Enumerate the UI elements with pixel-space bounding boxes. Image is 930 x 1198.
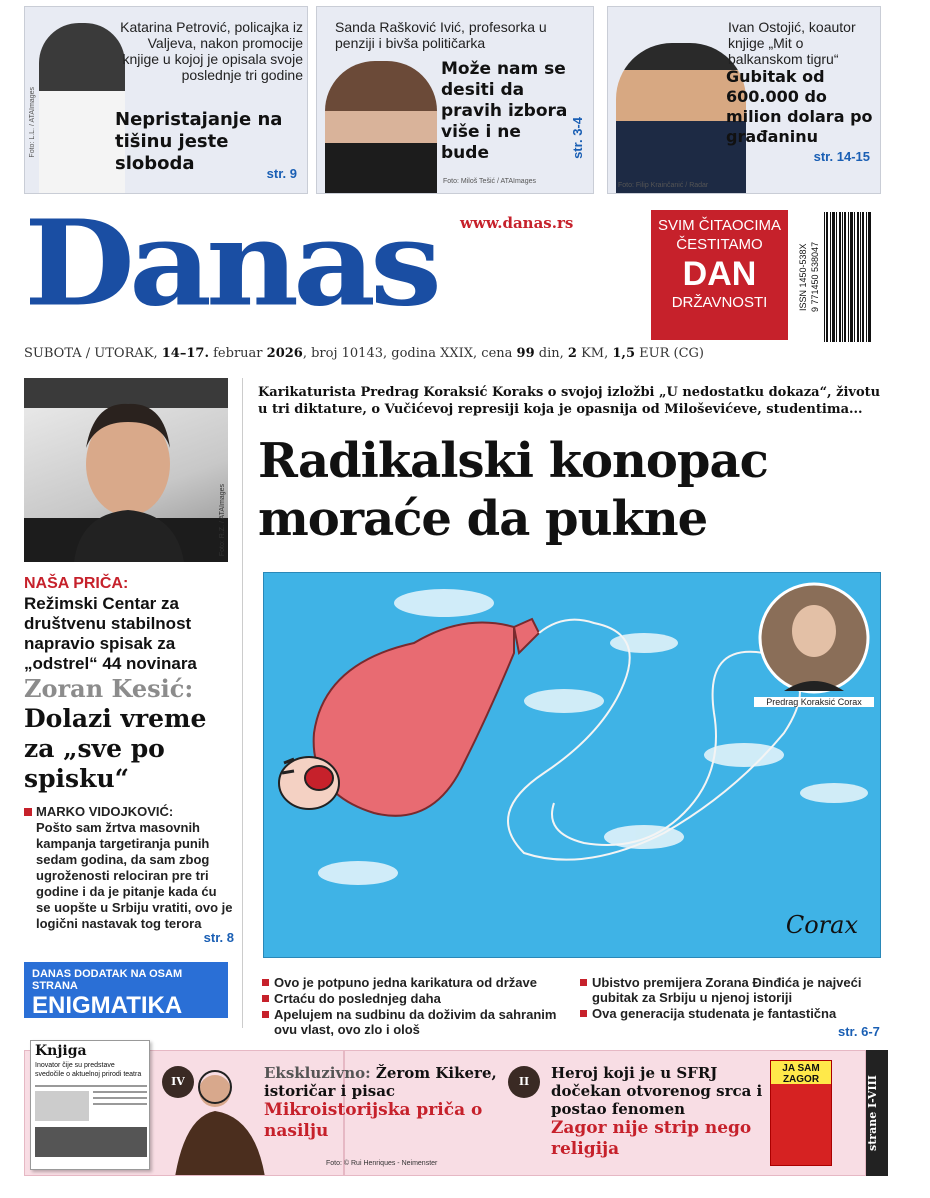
story-text: Žerom Kikere, istoričar i pisac (264, 1064, 497, 1100)
teaser-person: Ivan Ostojić, koautor knjige „Mit o balkanskom tigru“ (728, 19, 856, 67)
barcode-bar (848, 212, 849, 342)
barcode-bar (860, 212, 861, 342)
issue-rest: EUR (CG) (639, 346, 704, 361)
bullet-item: Apelujem na sudbinu da doživim da sahranim ovu vlast, ovo zlo i ološ (262, 1007, 562, 1037)
barcode-digits: 9 771450 538047 (810, 241, 820, 313)
quote-author: Zoran Kesić: (24, 674, 194, 703)
kicker: Ekskluzivno: (264, 1064, 371, 1082)
page-ref: str. 14-15 (813, 149, 870, 164)
photo-kesic[interactable] (24, 378, 228, 562)
story-text: Heroj koji je u SFRJ dočekan otvorenog srca i postao fenomen (551, 1064, 763, 1118)
issue-days: SUBOTA / UTORAK, (24, 346, 158, 361)
barcode-bar (830, 212, 831, 342)
photo-credit: Foto: © Rui Henriques - Neimenster (326, 1160, 438, 1167)
teaser-headline: Nepristajanje na tišinu jeste sloboda (115, 109, 283, 174)
story-red: Zagor nije strip nego religija (551, 1118, 752, 1159)
promo-line: DRŽAVNOSTI (671, 294, 768, 311)
barcode-bar (839, 212, 841, 342)
issue-price: 99 (516, 346, 535, 361)
page-ref: str. 8 (203, 930, 234, 945)
barcode-bar (832, 212, 835, 342)
bullet-item: Ubistvo premijera Zorana Đinđića je najveći gubitak za Srbiju u njenoj istoriji (580, 975, 880, 1005)
promo-line: ČESTITAMO (676, 236, 763, 253)
teaser-person: Sanda Rašković Ivić, profesorka u penziji i bivša političarka (335, 19, 547, 51)
enigmatika-box[interactable] (24, 962, 228, 1018)
page-ref: str. 9 (266, 166, 297, 181)
teaser-petrovic[interactable] (24, 6, 308, 194)
barcode (794, 210, 874, 344)
bullets-right (580, 975, 880, 1022)
barcode-bar (836, 212, 837, 342)
promo-big: DAN (682, 255, 757, 293)
photo-credit: Foto: Filip Krainčanić / Radar (618, 182, 709, 189)
main-deck: Karikaturista Predrag Koraksić Koraks o svojoj izložbi „U nedostatku dokaza“, životu u tri diktature, o Vučićevoj represiji koja je opasnija od Miloševićeve, studentima... (258, 385, 881, 417)
enigmatika-kicker: DANAS DODATAK NA OSAM STRANA (32, 968, 183, 992)
issue-rest: KM, (581, 346, 609, 361)
issue-dates: 14–17. (161, 346, 209, 361)
portrait-caption: Predrag Koraksić Corax (754, 697, 874, 707)
story-red: Mikroistorijska priča o nasilju (264, 1100, 483, 1141)
issue-line (24, 346, 704, 361)
barcode-bar (866, 212, 867, 342)
cartoon-drawing (264, 573, 881, 958)
bullet-item: Ovo je potpuno jedna karikatura od države (262, 975, 562, 990)
supplement-story-2[interactable] (551, 1064, 766, 1160)
column-divider (242, 378, 243, 1028)
photo-credit: Foto: L.L. / ATAImages (29, 87, 36, 158)
bullet-item: Ova generacija studenata je fantastična (580, 1006, 880, 1021)
teaser-headline: Gubitak od 600.000 do milion dolara po građaninu (726, 67, 873, 146)
quote-text: Pošto sam žrtva masovnih kampanja targetiranja punih sedam godina, da sam zbog ugroženosti relociran pre tri godine i da je pitanje kada ću se uopšte u Srbiju vratiti, ovo je logični nastavak tog terora (36, 820, 233, 931)
teaser-raskovic[interactable] (316, 6, 594, 194)
section-kicker: NAŠA PRIČA: (24, 575, 129, 592)
bullet-item: Crtaću do poslednjeg daha (262, 991, 562, 1006)
issue-price: 2 (567, 346, 577, 361)
main-headline[interactable]: Radikalski konopac moraće da pukne (258, 433, 768, 547)
portrait-kesic (24, 378, 228, 562)
issue-year: 2026 (266, 346, 303, 361)
barcode-bar (824, 212, 825, 342)
barcode-bar (850, 212, 853, 342)
zagor-title: JA SAM ZAGOR (782, 1063, 820, 1085)
issue-rest: din, (538, 346, 564, 361)
photo-petrovic (39, 23, 125, 193)
enigmatika-title: ENIGMATIKA (32, 992, 183, 1019)
photo-credit: Foto: R.Z. / ATAImages (219, 483, 226, 556)
barcode-bar (854, 212, 855, 342)
page-ref: str. 6-7 (838, 1024, 880, 1039)
teaser-ostojic[interactable] (607, 6, 881, 194)
bullets-left (262, 975, 562, 1038)
story-headline[interactable]: Režimski Centar za društvenu stabilnost napravio spisak za „odstrel“ 44 novinara (24, 594, 197, 673)
knjiga-layout (31, 1079, 150, 1169)
vidojkovic-block[interactable] (24, 804, 234, 946)
teaser-headline: Može nam se desiti da pravih izbora više i ne bude (441, 59, 568, 163)
supplement-badge: II (508, 1066, 540, 1098)
teaser-person: Katarina Petrović, policajka iz Valjeva, nakon promocije knjige u kojoj je opisala svoje poslednje tri godine (120, 19, 303, 83)
issue-rest: , broj 10143, godina XXIX, cena (302, 346, 513, 361)
bullet-square (24, 808, 32, 816)
barcode-bar (842, 212, 843, 342)
knjiga-supplement[interactable] (30, 1040, 150, 1170)
photo-raskovic (325, 61, 437, 193)
logo: Danas (24, 194, 436, 333)
barcode-bar (857, 212, 859, 342)
quote-author: MARKO VIDOJKOVIĆ: (36, 804, 174, 819)
promo-line: SVIM ČITAOCIMA (657, 217, 782, 234)
page-ref: str. 3-4 (570, 117, 585, 159)
zagor-cover (770, 1060, 832, 1166)
issn: ISSN 1450-538X (798, 243, 808, 311)
cartoon (263, 572, 881, 958)
barcode-bar (844, 212, 846, 342)
holiday-promo (651, 210, 788, 340)
supplement-pages: strane I-VIII (866, 1050, 888, 1176)
supplement-badge: IV (162, 1066, 194, 1098)
barcode-bar (862, 212, 864, 342)
knjiga-title: Knjiga (35, 1043, 87, 1059)
knjiga-teaser: Inovator čije su predstave svedočile o aktuelnoj prirodi teatra (35, 1062, 142, 1078)
barcode-bar (826, 212, 828, 342)
barcode-bar (868, 212, 871, 342)
site-url[interactable]: www.danas.rs (460, 214, 574, 232)
quote-headline[interactable]: Dolazi vreme za „sve po spisku“ (24, 704, 207, 793)
photo-credit: Foto: Miloš Tešić / ATAImages (443, 178, 536, 185)
supplement-story-1[interactable] (264, 1064, 514, 1142)
cartoon-signature: Corax (785, 911, 858, 939)
issue-month: februar (213, 346, 263, 361)
issue-price: 1,5 (612, 346, 636, 361)
